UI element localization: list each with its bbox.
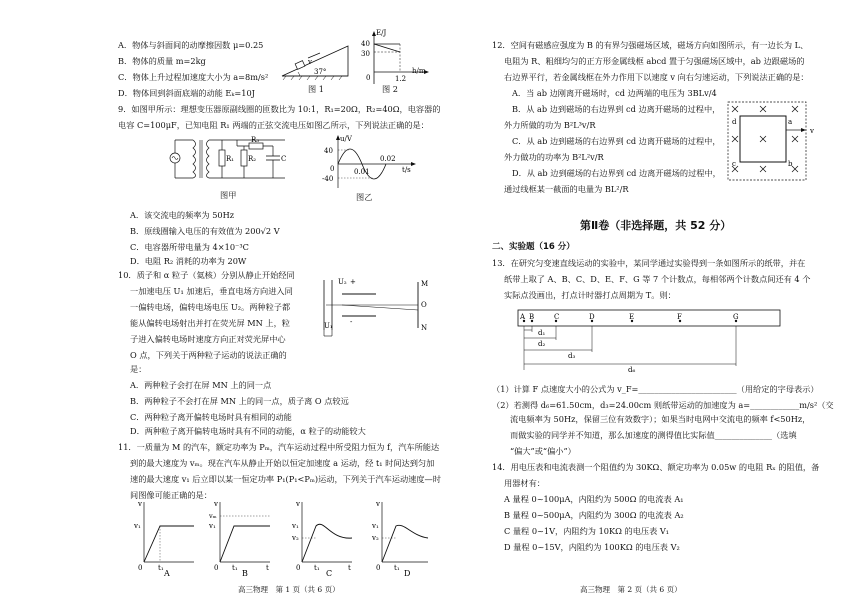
q11-label-d: D <box>404 569 411 578</box>
q14-option-b: B 量程 0~500μA，内阻约为 300Ω 的电流表 A₂ <box>504 510 684 520</box>
tape-point-d: D <box>589 313 595 321</box>
q12-option-b-cont: 外力所做的功为 B²L³v/R <box>504 120 596 130</box>
section2-title: 二、实验题（16 分） <box>492 242 575 252</box>
q10-fig-minus: - <box>350 318 353 326</box>
q12-option-c: C．从 ab 边到磁场的右边界到 cd 边离开磁场的过程中， <box>512 136 721 146</box>
section-title: 第Ⅱ卷（非选择题，共 52 分） <box>580 219 732 232</box>
svg-text:v₁: v₁ <box>134 522 141 530</box>
fig2-ylabel: E/J <box>376 29 387 37</box>
q10-fig-m: M <box>421 280 429 288</box>
q13-sub2-line-4: “偏大”或“偏小”） <box>510 446 576 456</box>
tape-point-g: G <box>733 313 739 321</box>
q13-sub2-line-3: 而做实验的同学并不知道，那么加速度的测得值比实际值______________（选填 <box>510 430 797 440</box>
fig-jia-caption: 图甲 <box>220 190 237 200</box>
q11-graph-c <box>291 500 352 578</box>
tape-d3: d₃ <box>568 352 576 360</box>
sine-xtick-1: 0.01 <box>354 168 370 176</box>
q10-fig-n: N <box>421 324 428 332</box>
q8-option-b: B．物体的质量 m=2kg <box>118 56 206 66</box>
q11-graph-a <box>133 500 194 578</box>
svg-text:vₘ: vₘ <box>209 512 217 520</box>
circuit-r1-label: R₁ <box>226 155 235 163</box>
fig2-xlabel: h/m <box>412 67 426 75</box>
q13-sub1: （1）计算 F 点速度大小的公式为 v_F=________________________（用给定的字母表示） <box>492 384 819 394</box>
q13-line-1: 13．在研究匀变速直线运动的实验中，某同学通过实验得到一条如图所示的纸带，并在 <box>492 258 806 268</box>
q12-line-3: 右边界平行，若金属线框在外力作用下以速度 v 向右匀速运动，下列说法正确的是： <box>504 72 809 82</box>
figure-deflection-field <box>318 272 430 344</box>
q12-fig-a: a <box>788 118 793 126</box>
svg-text:v₁: v₁ <box>372 522 379 530</box>
fig2-caption: 图 2 <box>382 84 398 94</box>
q10-option-c: C．两种粒子离开偏转电场时具有相同的动能 <box>130 412 292 422</box>
q9-option-b: B．原线圈输入电压的有效值为 200√2 V <box>130 226 280 236</box>
q14-option-c: C 量程 0~1V，内阻约为 10KΩ 的电压表 V₁ <box>504 526 670 536</box>
svg-text:v₁: v₁ <box>209 522 216 530</box>
q10-line-5: 子进入偏转电场时速度方向正对荧光屏中心 <box>130 334 286 344</box>
q10-line-6: O 点，下列关于两种粒子运动的说法正确的 <box>130 350 287 360</box>
q9-option-c: C．电容器所带电量为 4×10⁻³C <box>130 242 249 252</box>
q8-option-d: D．物体回到斜面底端的动能 Eₖ=10J <box>118 88 255 98</box>
tape-point-c: C <box>554 313 560 321</box>
q11-line-1: 11．一质量为 M 的汽车，额定功率为 Pₘ，汽车运动过程中所受阻力恒为 f，汽车所能达 <box>118 442 440 452</box>
tape-d1: d₁ <box>538 329 546 337</box>
q12-fig-d: d <box>732 118 737 126</box>
q10-option-a: A．两种粒子会打在屏 MN 上的同一点 <box>130 380 272 390</box>
svg-text:v₂: v₂ <box>292 534 299 542</box>
q12-line-1: 12．空间有磁感应强度为 B 的有界匀强磁场区域，磁场方向如图所示，有一边长为 L、 <box>492 40 809 50</box>
figure-paper-tape <box>516 308 786 374</box>
figure-incline <box>278 40 358 90</box>
svg-text:0: 0 <box>214 564 219 572</box>
q11-graph-d <box>371 500 428 578</box>
q10-line-7: 是： <box>130 364 147 374</box>
q12-option-d-cont: 通过线框某一截面的电量为 BL²/R <box>504 184 629 194</box>
svg-text:t: t <box>348 564 351 572</box>
svg-text:v: v <box>296 500 300 508</box>
q11-line-3: 速的最大速度 v₁ 后立即以某一恒定功率 P₁(P₁<Pₘ)运动，下列关于汽车运动速度—时 <box>130 474 441 484</box>
q11-label-b: B <box>242 569 248 578</box>
q8-option-a: A．物体与斜面间的动摩擦因数 μ=0.25 <box>118 40 264 50</box>
q11-graph-b <box>208 500 270 578</box>
q10-line-2: 一加速电压 U₁ 加速后，垂直电场方向进入同 <box>130 286 293 296</box>
fig1-caption: 图 1 <box>308 84 324 94</box>
q11-label-a: A <box>164 569 170 578</box>
q11-line-2: 到的最大速度为 vₘ。现在汽车从静止开始以恒定加速度 a 运动，经 t₁ 时间达到匀加 <box>130 458 435 468</box>
q10-fig-o: O <box>421 301 427 309</box>
svg-text:v₂: v₂ <box>372 534 379 542</box>
tape-point-b: B <box>529 313 535 321</box>
tape-d6: d₆ <box>628 366 636 374</box>
footer-right: 高三物理 第 2 页（共 6 页） <box>580 585 682 594</box>
sine-xtick-2: 0.02 <box>380 155 396 163</box>
q12-fig-v: v <box>810 127 814 135</box>
sine-xlabel: t/s <box>402 166 411 174</box>
svg-text:t₁: t₁ <box>314 564 320 572</box>
q9-option-d: D．电阻 R₂ 消耗的功率为 20W <box>130 256 247 266</box>
fig2-ytick-40: 40 <box>361 40 370 48</box>
q10-line-4: 能从偏转电场射出并打在荧光屏 MN 上，粒 <box>130 318 290 328</box>
footer-left: 高三物理 第 1 页（共 6 页） <box>238 585 340 594</box>
q13-sub2-line-1: （2）若测得 d₆=61.50cm，d₃=24.00cm 则纸带运动的加速度为 a=____________m/s²（交 <box>492 400 834 410</box>
q10-option-b: B．两种粒子不会打在屏 MN 上的同一点，质子离 O 点较远 <box>130 396 349 406</box>
figure-magnetic-field <box>726 100 826 184</box>
q11-label-c: C <box>326 569 333 578</box>
svg-text:v: v <box>376 500 380 508</box>
fig2-origin: 0 <box>366 74 371 82</box>
tape-point-a: A <box>520 313 526 321</box>
q10-fig-u1: U₁ <box>324 322 333 330</box>
circuit-r2-label: R₂ <box>248 155 257 163</box>
q13-sub2-line-2: 流电频率为 50Hz，保留三位有效数字）；如果当时电网中交流电的频率 f<50Hz， <box>510 414 811 424</box>
tape-point-f: F <box>677 313 682 321</box>
q10-option-d: D．两种粒子离开偏转电场时具有不同的动能，α 粒子的动能较大 <box>130 426 366 436</box>
q9-option-a: A．该交流电的频率为 50Hz <box>130 210 235 220</box>
svg-text:v₁: v₁ <box>292 522 299 530</box>
circuit-c-label: C <box>281 155 287 163</box>
fig1-angle-label: 37° <box>314 68 327 76</box>
q9-text-1: 9．如图甲所示：理想变压器原副线圈的匝数比为 10:1，R₁=20Ω，R₂=40Ω，电容器的 <box>118 104 441 114</box>
sine-origin: 0 <box>330 165 335 173</box>
fig2-xtick: 1.2 <box>395 75 407 83</box>
q11-line-4: 间图像可能正确的是： <box>130 490 212 500</box>
q12-option-a: A．当 ab 边刚离开磁场时，cd 边两端的电压为 3BLv/4 <box>512 88 717 98</box>
sine-ytick-top: 40 <box>324 147 333 155</box>
fig2-ytick-30: 30 <box>361 50 370 58</box>
sine-ylabel: u/V <box>340 135 352 143</box>
q12-fig-b: b <box>788 160 793 168</box>
svg-text:v: v <box>214 500 218 508</box>
sine-ytick-bottom: -40 <box>322 175 334 183</box>
svg-text:t₁: t₁ <box>158 564 164 572</box>
tape-d2: d₂ <box>538 340 546 348</box>
q13-line-3: 实际点没画出，打点计时器打点周期为 T。则： <box>504 290 676 300</box>
q8-option-c: C．物体上升过程加速度大小为 a=8m/s² <box>118 72 269 82</box>
q12-option-b: B．从 ab 边到磁场的右边界到 cd 边离开磁场的过程中， <box>512 104 721 114</box>
svg-text:t₁: t₁ <box>232 564 238 572</box>
q14-line-1: 14．用电压表和电流表测一个阻值约为 30KΩ、额定功率为 0.05w 的电阻 Rₓ 的阻值，备 <box>492 462 820 472</box>
q12-fig-c: c <box>732 160 736 168</box>
q10-line-3: 一偏转电场，偏转电场电压 U₂。两种粒子都 <box>130 302 291 312</box>
svg-text:0: 0 <box>376 564 381 572</box>
q14-option-d: D 量程 0~15V，内阻约为 100KΩ 的电压表 V₂ <box>504 542 680 552</box>
q14-option-a: A 量程 0~100μA，内阻约为 500Ω 的电流表 A₁ <box>504 494 684 504</box>
q11-graphs <box>130 496 430 578</box>
svg-text:0: 0 <box>138 564 143 572</box>
q9-text-2: 电容 C=100μF，已知电阻 R₁ 两端的正弦交流电压如图乙所示，下列说法正确的是： <box>118 120 429 130</box>
tape-point-e: E <box>629 313 635 321</box>
svg-text:0: 0 <box>296 564 301 572</box>
circuit-r3-label: R₃ <box>251 136 260 144</box>
q12-line-2: 电阻为 R、粗细均匀的正方形金属线框 abcd 置于匀强磁场区域中，ab 边跟磁场的 <box>504 56 805 66</box>
fig-yi-caption: 图乙 <box>356 192 373 202</box>
figure-energy-graph <box>360 28 430 90</box>
q10-fig-plus: + <box>350 278 356 286</box>
q10-fig-u2: U₂ <box>338 278 347 286</box>
q12-option-d: D．从 ab 边到磁场的右边界到 cd 边离开磁场的过程中， <box>512 168 721 178</box>
q13-line-2: 纸带上取了 A、B、C、D、E、F、G 等 7 个计数点，每相邻两个计数点间还有 4 个 <box>504 274 811 284</box>
fig1-v-label: v <box>308 58 312 66</box>
figure-transformer-circuit <box>165 134 295 190</box>
q14-line-2: 用器材有： <box>504 478 545 488</box>
svg-text:t: t <box>266 564 269 572</box>
q12-option-c-cont: 外力做功的功率为 B²L²v/R <box>504 152 604 162</box>
figure-sine-graph <box>320 134 420 192</box>
page-right <box>430 0 860 607</box>
svg-text:t₁: t₁ <box>394 564 400 572</box>
q10-line-1: 10．质子和 α 粒子（氦核）分别从静止开始经同 <box>118 270 295 280</box>
svg-text:v: v <box>138 500 142 508</box>
